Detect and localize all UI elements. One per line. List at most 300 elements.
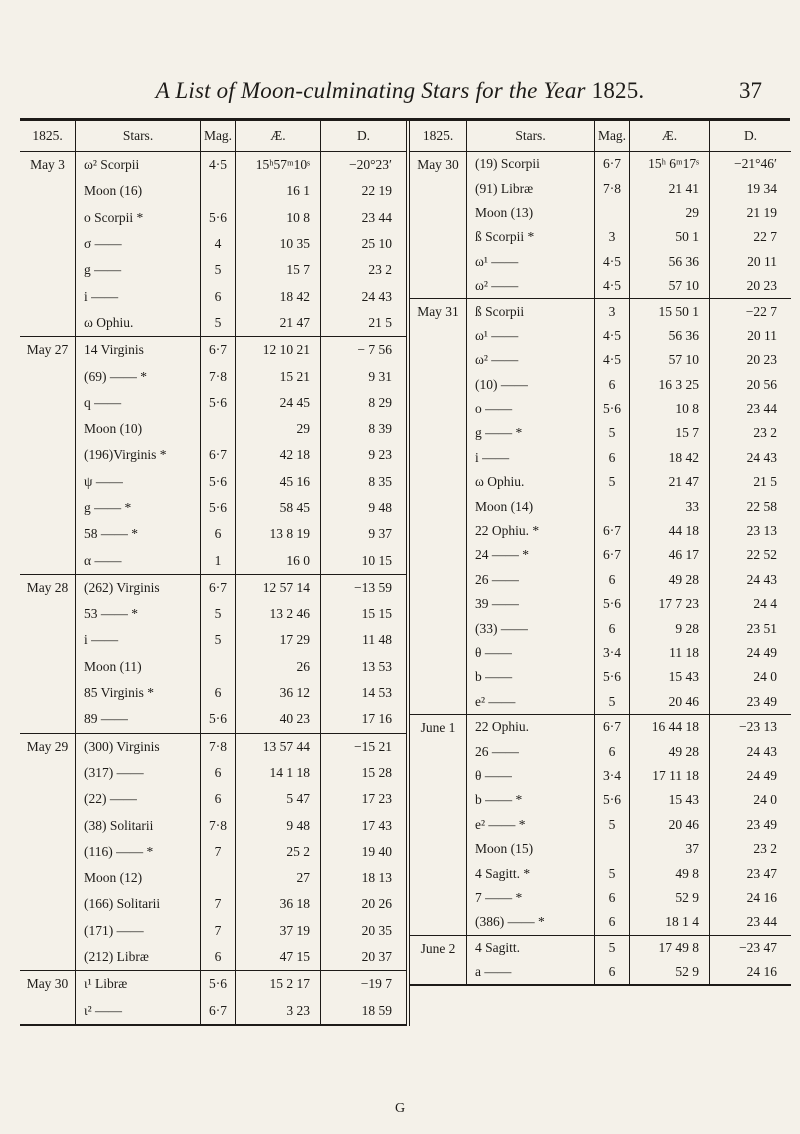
declination: −13 59 [354, 579, 392, 595]
table-row [467, 519, 791, 543]
magnitude: 5·6 [201, 495, 236, 521]
declination: 24 43 [746, 743, 777, 759]
magnitude: 5 [201, 257, 236, 283]
declination: 15 15 [361, 606, 392, 622]
right-ascension: 17 49 8 [630, 936, 710, 960]
left-header-row [20, 121, 406, 152]
magnitude: 5 [595, 690, 630, 714]
right-ascension: 9 28 [630, 616, 710, 640]
magnitude: 5·6 [595, 788, 630, 812]
star-name: 26 —— [467, 568, 595, 592]
star-name: 26 —— [467, 739, 595, 763]
star-name: (19) Scorpii [467, 152, 595, 176]
right-ascension: 29 [630, 201, 710, 225]
magnitude: 5 [201, 627, 236, 653]
header-date: 1825. [20, 121, 76, 151]
table-row [76, 416, 406, 442]
declination: 19 34 [746, 180, 777, 196]
table-row [76, 944, 406, 970]
declination: 23 44 [746, 914, 777, 930]
declination: −20°23′ [349, 157, 392, 173]
star-name: a —— [467, 960, 595, 984]
declination: 8 35 [368, 473, 392, 489]
magnitude: 5·6 [201, 469, 236, 495]
declination: 20 37 [361, 949, 392, 965]
declination: 18 13 [361, 870, 392, 886]
magnitude: 6·7 [595, 543, 630, 567]
table-row [76, 363, 406, 389]
declination: 24 43 [746, 449, 777, 465]
magnitude: 7 [201, 891, 236, 917]
magnitude: 6 [595, 739, 630, 763]
star-name: 58 —— * [76, 521, 201, 547]
star-name: ι¹ Libræ [76, 971, 201, 997]
table-row [467, 373, 791, 397]
right-ascension: 46 17 [630, 543, 710, 567]
table-row [467, 176, 791, 200]
right-ascension: 13 8 19 [236, 521, 321, 547]
table-row [76, 442, 406, 468]
star-name: Moon (16) [76, 178, 201, 204]
magnitude: 7·8 [201, 812, 236, 838]
table-row [76, 390, 406, 416]
right-ascension: 29 [236, 416, 321, 442]
declination: −19 7 [360, 976, 392, 992]
star-name: (317) —— [76, 760, 201, 786]
magnitude: 5 [595, 813, 630, 837]
right-ascension: 18 42 [236, 283, 321, 309]
declination: 22 7 [753, 229, 777, 245]
table-row [467, 421, 791, 445]
right-ascension: 17 11 18 [630, 764, 710, 788]
table-row [76, 547, 406, 573]
declination: 9 37 [368, 526, 392, 542]
right-ascension: 15 7 [236, 257, 321, 283]
table-row [467, 470, 791, 494]
star-name: (10) —— [467, 373, 595, 397]
right-ascension: 10 8 [236, 205, 321, 231]
table-row [76, 918, 406, 944]
star-name: q —— [76, 390, 201, 416]
magnitude: 4·5 [595, 348, 630, 372]
right-ascension: 5 47 [236, 786, 321, 812]
table-row [467, 494, 791, 518]
right-ascension: 15 21 [236, 363, 321, 389]
right-ascension: 49 8 [630, 861, 710, 885]
declination: 22 52 [746, 547, 777, 563]
table-row [467, 201, 791, 225]
magnitude: 4·5 [595, 324, 630, 348]
table-row [467, 886, 791, 910]
right-ascension: 33 [630, 494, 710, 518]
star-name: ω Ophiu. [76, 310, 201, 336]
date-cell: May 28 [20, 575, 76, 733]
table-row [76, 152, 406, 178]
right-ascension: 15 43 [630, 665, 710, 689]
header-mag: Mag. [201, 121, 236, 151]
right-ascension: 58 45 [236, 495, 321, 521]
table-row [76, 706, 406, 732]
magnitude [201, 654, 236, 680]
right-ascension: 57 10 [630, 274, 710, 298]
magnitude: 6 [595, 910, 630, 934]
table-row [76, 786, 406, 812]
declination: − 7 56 [357, 342, 392, 358]
star-name: 39 —— [467, 592, 595, 616]
star-name: g —— * [76, 495, 201, 521]
star-name: 14 Virginis [76, 337, 201, 363]
table-row [76, 627, 406, 653]
star-name: Moon (13) [467, 201, 595, 225]
magnitude: 6 [201, 680, 236, 706]
declination: 11 48 [362, 632, 392, 648]
declination: 24 16 [746, 964, 777, 980]
magnitude: 7·8 [595, 176, 630, 200]
right-ascension: 52 9 [630, 886, 710, 910]
table-row [76, 495, 406, 521]
declination: −23 47 [739, 939, 777, 955]
running-title: A List of Moon-culminating Stars for the Year 1825. [155, 78, 645, 103]
right-ascension: 15 43 [630, 788, 710, 812]
left-table [20, 121, 407, 1026]
date-cell: May 29 [20, 734, 76, 971]
right-ascension: 10 8 [630, 397, 710, 421]
right-ascension: 27 [236, 865, 321, 891]
table-row [467, 274, 791, 298]
table-row [467, 397, 791, 421]
star-name: α —— [76, 547, 201, 573]
table-row [76, 998, 406, 1024]
star-name: (212) Libræ [76, 944, 201, 970]
table-row [467, 739, 791, 763]
date-group [20, 337, 406, 575]
declination: 24 0 [753, 792, 777, 808]
declination: 13 53 [361, 658, 392, 674]
right-ascension: 3 23 [236, 998, 321, 1024]
header-dec: D. [743, 128, 758, 143]
star-name: 22 Ophiu. * [467, 519, 595, 543]
right-ascension: 16 0 [236, 547, 321, 573]
magnitude: 6·7 [201, 998, 236, 1024]
star-name: θ —— [467, 641, 595, 665]
star-name: ß Scorpii * [467, 225, 595, 249]
magnitude [595, 201, 630, 225]
magnitude: 5·6 [201, 390, 236, 416]
declination: 18 59 [361, 1002, 392, 1018]
right-groups [410, 152, 791, 986]
declination: 20 56 [746, 376, 777, 392]
magnitude: 6 [201, 283, 236, 309]
star-name: ß Scorpii [467, 299, 595, 323]
declination: 24 43 [746, 571, 777, 587]
declination: 20 11 [747, 253, 777, 269]
declination: 17 23 [361, 791, 392, 807]
star-name: (262) Virginis [76, 575, 201, 601]
right-table [409, 121, 791, 1026]
date-group [410, 299, 791, 715]
declination: 24 49 [746, 645, 777, 660]
star-name: σ —— [76, 231, 201, 257]
right-ascension: 13 57 44 [236, 734, 321, 760]
magnitude: 6 [595, 373, 630, 397]
magnitude: 1 [201, 547, 236, 573]
star-name: ω² —— [467, 274, 595, 298]
right-ascension: 15ʰ57ᵐ10ˢ [236, 152, 321, 178]
star-name: i —— [76, 627, 201, 653]
star-name: i —— [76, 283, 201, 309]
star-tables [20, 118, 790, 1026]
right-ascension: 36 12 [236, 680, 321, 706]
declination: −23 13 [739, 719, 777, 735]
declination: 10 15 [361, 552, 392, 568]
right-ascension: 25 2 [236, 839, 321, 865]
declination: 24 4 [753, 596, 777, 612]
star-name: g —— [76, 257, 201, 283]
star-name: e² —— [467, 690, 595, 714]
right-ascension: 47 15 [236, 944, 321, 970]
magnitude: 7 [201, 918, 236, 944]
magnitude: 4·5 [595, 274, 630, 298]
star-name: 7 —— * [467, 886, 595, 910]
table-row [467, 690, 791, 714]
star-name: ο Scorpii * [76, 205, 201, 231]
right-ascension: 9 48 [236, 812, 321, 838]
star-name: ω Ophiu. [467, 470, 595, 494]
header-ra: Æ. [630, 121, 710, 151]
declination: 24 43 [361, 288, 392, 304]
running-head [0, 78, 800, 108]
star-name: b —— [467, 665, 595, 689]
declination: 20 23 [746, 278, 777, 294]
right-ascension: 15 7 [630, 421, 710, 445]
declination: 24 0 [753, 669, 777, 685]
right-ascension: 14 1 18 [236, 760, 321, 786]
magnitude: 5·6 [201, 706, 236, 732]
date-group [410, 936, 791, 987]
declination: 25 10 [361, 236, 392, 252]
table-row [467, 641, 791, 665]
star-name: (386) —— * [467, 910, 595, 934]
date-cell: May 30 [20, 971, 76, 1024]
right-ascension: 16 44 18 [630, 715, 710, 739]
magnitude: 4 [201, 231, 236, 257]
table-row [76, 521, 406, 547]
table-row [76, 760, 406, 786]
right-ascension: 15ʰ 6ᵐ17ˢ [630, 152, 710, 176]
star-name: Moon (11) [76, 654, 201, 680]
declination: 14 53 [361, 685, 392, 701]
declination: 22 58 [746, 498, 777, 514]
date-group [20, 152, 406, 337]
table-row [467, 813, 791, 837]
magnitude [201, 865, 236, 891]
right-ascension: 21 47 [630, 470, 710, 494]
right-ascension: 15 50 1 [630, 299, 710, 323]
table-row [467, 543, 791, 567]
star-name: θ —— [467, 764, 595, 788]
right-ascension: 21 41 [630, 176, 710, 200]
header-dec: D. [356, 128, 371, 143]
table-row [467, 152, 791, 176]
table-row [467, 861, 791, 885]
right-ascension: 18 1 4 [630, 910, 710, 934]
table-row [76, 839, 406, 865]
declination: 23 13 [746, 523, 777, 539]
right-ascension: 36 18 [236, 891, 321, 917]
declination: 17 43 [361, 817, 392, 833]
star-name: (38) Solitarii [76, 812, 201, 838]
right-ascension: 21 47 [236, 310, 321, 336]
left-groups [20, 152, 406, 1026]
star-name: ο —— [467, 397, 595, 421]
magnitude: 5 [201, 601, 236, 627]
date-group [20, 575, 406, 734]
magnitude [595, 837, 630, 861]
declination: 9 23 [368, 447, 392, 463]
star-name: (69) —— * [76, 363, 201, 389]
magnitude: 5·6 [201, 971, 236, 997]
star-name: (196)Virginis * [76, 442, 201, 468]
magnitude: 5 [595, 936, 630, 960]
right-ascension: 17 7 23 [630, 592, 710, 616]
magnitude: 6 [201, 521, 236, 547]
magnitude: 6 [595, 886, 630, 910]
right-ascension: 12 57 14 [236, 575, 321, 601]
table-row [76, 601, 406, 627]
date-cell: May 3 [20, 152, 76, 336]
table-row [76, 178, 406, 204]
magnitude: 6·7 [201, 442, 236, 468]
declination: 8 39 [368, 421, 392, 437]
right-ascension: 52 9 [630, 960, 710, 984]
declination: 20 26 [361, 896, 392, 912]
declination: 23 2 [368, 262, 392, 278]
declination: 23 44 [361, 209, 392, 225]
date-cell: June 2 [410, 936, 467, 985]
table-row [467, 910, 791, 934]
right-ascension: 49 28 [630, 739, 710, 763]
star-name: (33) —— [467, 616, 595, 640]
header-stars: Stars. [76, 121, 201, 151]
table-row [76, 283, 406, 309]
magnitude: 7 [201, 839, 236, 865]
magnitude: 7·8 [201, 734, 236, 760]
star-name: (116) —— * [76, 839, 201, 865]
star-name: 53 —— * [76, 601, 201, 627]
magnitude: 6 [595, 616, 630, 640]
magnitude: 6·7 [595, 715, 630, 739]
date-group [410, 715, 791, 936]
right-ascension: 10 35 [236, 231, 321, 257]
magnitude: 3 [595, 299, 630, 323]
declination: 24 16 [746, 889, 777, 905]
table-row [76, 971, 406, 997]
table-row [467, 225, 791, 249]
magnitude: 4·5 [201, 152, 236, 178]
right-ascension: 56 36 [630, 250, 710, 274]
table-row [76, 680, 406, 706]
magnitude: 3·4 [595, 764, 630, 788]
right-ascension: 15 2 17 [236, 971, 321, 997]
magnitude [201, 178, 236, 204]
table-row [467, 592, 791, 616]
date-group [20, 971, 406, 1026]
right-ascension: 57 10 [630, 348, 710, 372]
date-cell: May 27 [20, 337, 76, 574]
star-name: ψ —— [76, 469, 201, 495]
star-name: (91) Libræ [467, 176, 595, 200]
right-ascension: 16 3 25 [630, 373, 710, 397]
star-name: 4 Sagitt. * [467, 861, 595, 885]
table-row [76, 865, 406, 891]
magnitude: 3 [595, 225, 630, 249]
declination: 21 5 [753, 474, 777, 490]
table-row [76, 231, 406, 257]
declination: 23 2 [753, 425, 777, 441]
table-row [467, 446, 791, 470]
right-ascension: 17 29 [236, 627, 321, 653]
magnitude: 5 [595, 470, 630, 494]
declination: 20 11 [747, 327, 777, 343]
star-name: 85 Virginis * [76, 680, 201, 706]
magnitude: 3·4 [595, 641, 630, 665]
page-number: 37 [739, 78, 762, 103]
date-cell: June 1 [410, 715, 467, 935]
table-row [467, 250, 791, 274]
magnitude: 5·6 [595, 592, 630, 616]
date-group [410, 152, 791, 299]
right-ascension: 50 1 [630, 225, 710, 249]
magnitude: 6·7 [595, 519, 630, 543]
right-ascension: 37 [630, 837, 710, 861]
magnitude: 6 [595, 446, 630, 470]
declination: 23 49 [746, 816, 777, 832]
table-row [76, 734, 406, 760]
right-ascension: 42 18 [236, 442, 321, 468]
declination: 20 35 [361, 922, 392, 938]
right-ascension: 26 [236, 654, 321, 680]
table-row [467, 299, 791, 323]
star-name: e² —— * [467, 813, 595, 837]
magnitude: 6 [201, 944, 236, 970]
declination: 9 31 [368, 368, 392, 384]
table-row [76, 812, 406, 838]
star-name: 22 Ophiu. [467, 715, 595, 739]
header-stars: Stars. [467, 121, 595, 151]
table-row [467, 665, 791, 689]
right-ascension: 12 10 21 [236, 337, 321, 363]
star-name: ω² —— [467, 348, 595, 372]
star-name: Moon (15) [467, 837, 595, 861]
magnitude: 6·7 [595, 152, 630, 176]
header-ra: Æ. [236, 121, 321, 151]
star-name: 24 —— * [467, 543, 595, 567]
date-cell: May 31 [410, 299, 467, 714]
table-row [76, 469, 406, 495]
magnitude: 5·6 [595, 665, 630, 689]
header-mag: Mag. [595, 121, 630, 151]
declination: 9 48 [368, 500, 392, 515]
right-ascension: 56 36 [630, 324, 710, 348]
date-cell: May 30 [410, 152, 467, 298]
star-name: 4 Sagitt. [467, 936, 595, 960]
star-name: i —— [467, 446, 595, 470]
right-ascension: 45 16 [236, 469, 321, 495]
table-row [467, 837, 791, 861]
magnitude: 6 [595, 568, 630, 592]
star-name: b —— * [467, 788, 595, 812]
right-ascension: 20 46 [630, 690, 710, 714]
